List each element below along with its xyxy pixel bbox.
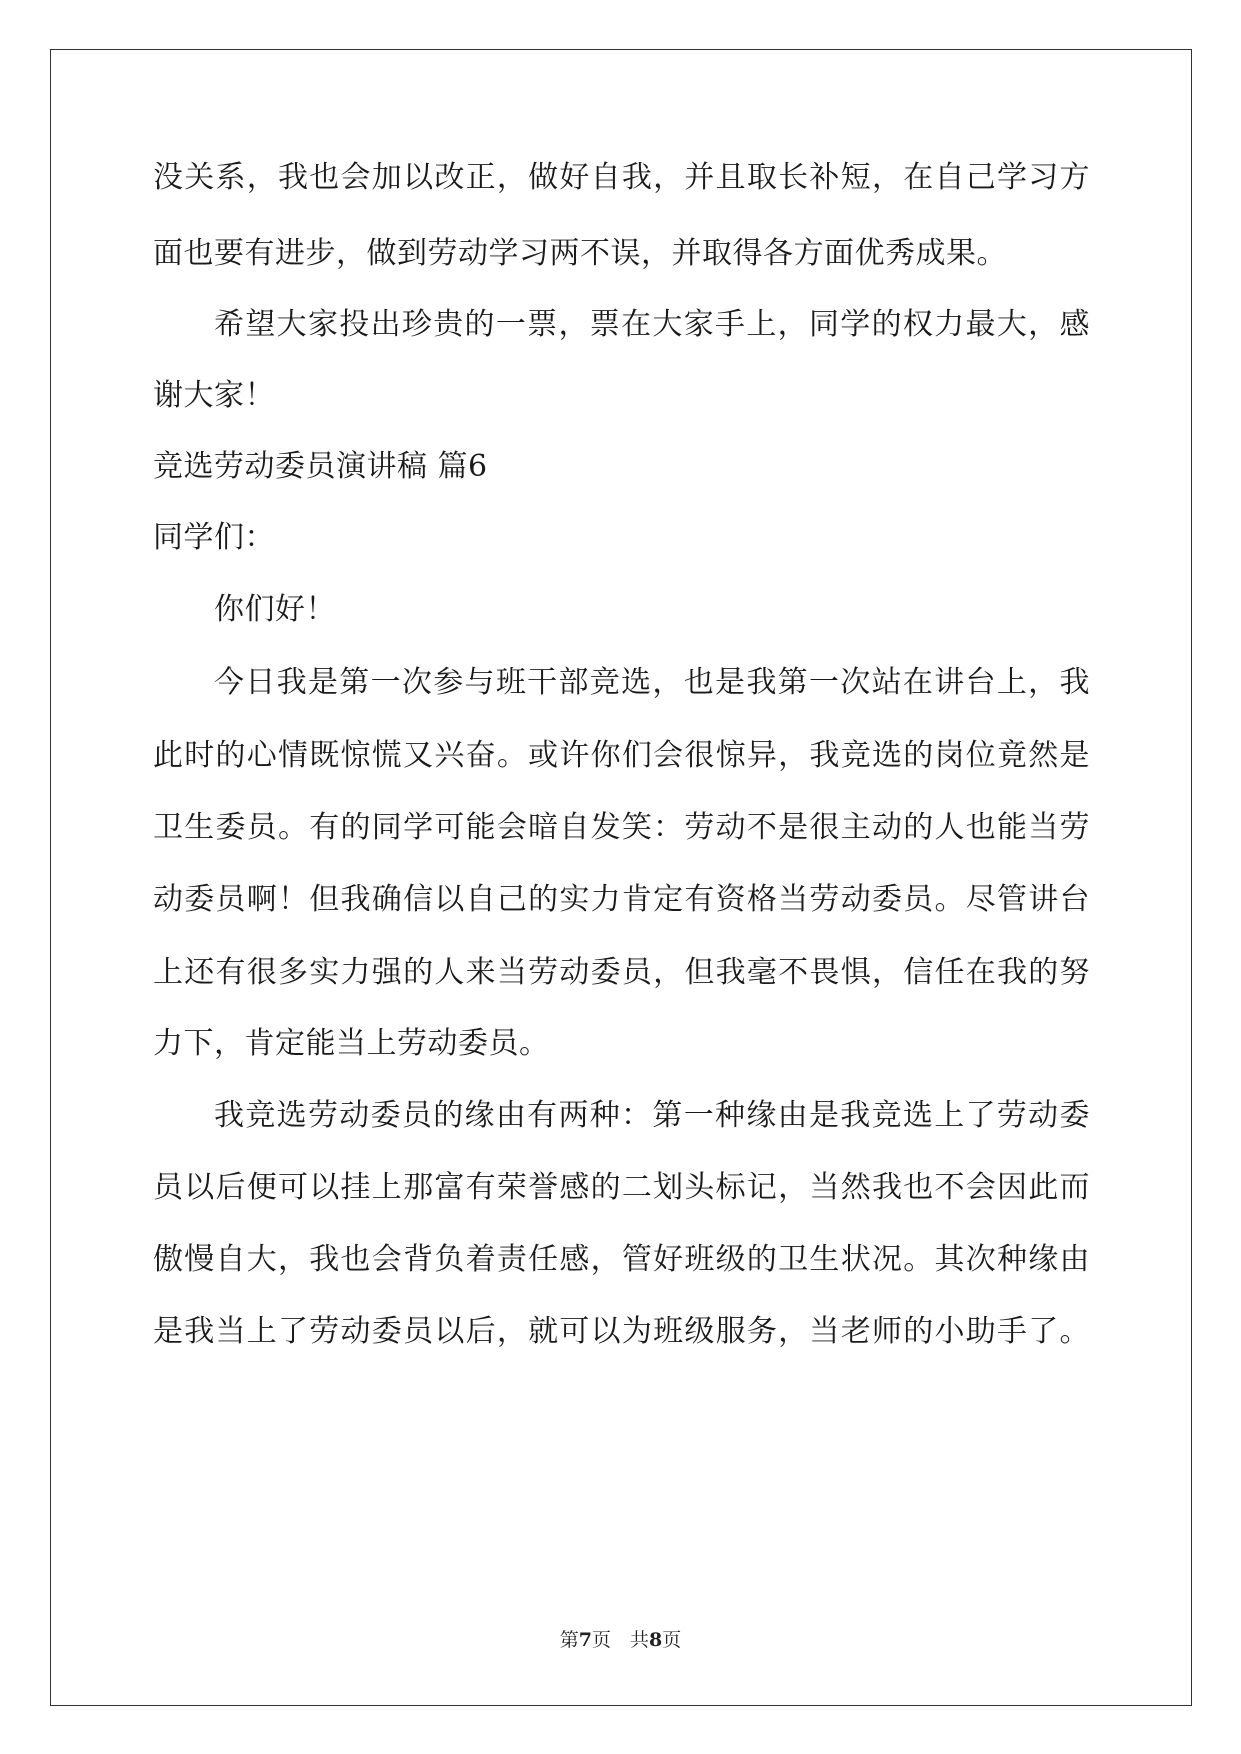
text-line: 员以后便可以挂上那富有荣誉感的二划头标记，当然我也不会因此而 [153, 1170, 1090, 1205]
greeting: 你们好！ [214, 592, 336, 627]
section-heading: 竞选劳动委员演讲稿 篇6 [153, 449, 488, 484]
text-line: 此时的心情既惊慌又兴奋。或许你们会很惊异，我竞选的岗位竟然是 [153, 738, 1090, 773]
salutation: 同学们： [153, 520, 275, 555]
page-border [50, 49, 1192, 1706]
footer-prefix: 第 [559, 1629, 579, 1651]
text-line: 面也要有进步，做到劳动学习两不误，并取得各方面优秀成果。 [153, 236, 1007, 271]
text-line: 希望大家投出珍贵的一票，票在大家手上，同学的权力最大，感 [214, 307, 1090, 342]
text-line: 上还有很多实力强的人来当劳动委员，但我毫不畏惧，信任在我的努 [153, 955, 1090, 990]
text-line: 傲慢自大，我也会背负着责任感，管好班级的卫生状况。其次种缘由 [153, 1242, 1090, 1277]
text-line: 没关系，我也会加以改正，做好自我，并且取长补短，在自己学习方 [153, 160, 1090, 195]
text-line: 我竞选劳动委员的缘由有两种：第一种缘由是我竞选上了劳动委 [214, 1098, 1090, 1133]
text-line: 动委员啊！但我确信以自己的实力肯定有资格当劳动委员。尽管讲台 [153, 882, 1090, 917]
text-line: 是我当上了劳动委员以后，就可以为班级服务，当老师的小助手了。 [153, 1314, 1090, 1349]
page-footer [0, 1628, 1241, 1652]
current-page-number: 7 [578, 1629, 592, 1651]
text-line: 卫生委员。有的同学可能会暗自发笑：劳动不是很主动的人也能当劳 [153, 810, 1090, 845]
footer-middle: 页 共 [591, 1629, 649, 1651]
text-line: 今日我是第一次参与班干部竞选，也是我第一次站在讲台上，我 [214, 665, 1090, 700]
total-pages-number: 8 [649, 1629, 663, 1651]
footer-suffix: 页 [662, 1629, 682, 1651]
text-line: 力下，肯定能当上劳动委员。 [153, 1026, 550, 1061]
text-line: 谢大家！ [153, 378, 275, 413]
